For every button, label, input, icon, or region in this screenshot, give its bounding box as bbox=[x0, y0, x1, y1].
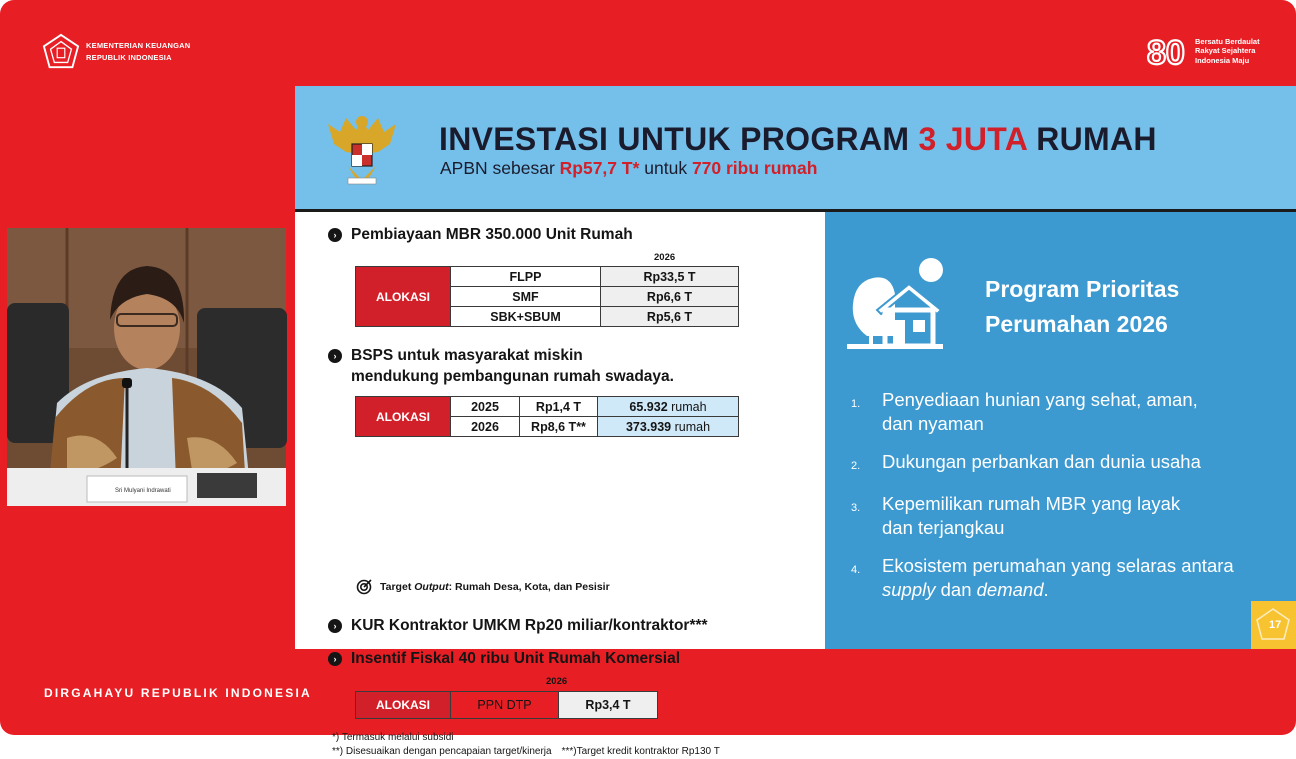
section2-line1: BSPS untuk masyarakat miskin bbox=[351, 347, 583, 364]
alloc-label: ALOKASI bbox=[356, 692, 451, 719]
table-cell: PPN DTP bbox=[451, 692, 559, 719]
section2-title bbox=[351, 345, 674, 387]
table-cell: Rp6,6 T bbox=[601, 287, 739, 307]
section4-table bbox=[355, 691, 658, 719]
arrow-bullet-icon: › bbox=[328, 652, 342, 666]
list-text bbox=[882, 450, 1201, 478]
ministry-branding bbox=[42, 33, 190, 71]
footnote-3: ***)Target kredit kontraktor Rp130 T bbox=[561, 746, 720, 757]
section1-year: 2026 bbox=[654, 252, 676, 263]
speaker-video-feed bbox=[7, 228, 286, 506]
section2-table bbox=[355, 396, 739, 437]
table-row bbox=[356, 397, 739, 417]
anniversary-branding bbox=[1145, 31, 1260, 71]
list-number: 3. bbox=[851, 502, 861, 514]
table-cell: SMF bbox=[451, 287, 601, 307]
footnote-2-3 bbox=[332, 745, 730, 759]
slide-title bbox=[439, 121, 1157, 158]
arrow-bullet-icon: › bbox=[328, 349, 342, 363]
table-cell: Rp33,5 T bbox=[601, 267, 739, 287]
section3-heading bbox=[328, 615, 708, 636]
title-part1: INVESTASI UNTUK PROGRAM bbox=[439, 121, 919, 157]
anniversary-line1: Bersatu Berdaulat bbox=[1195, 36, 1260, 46]
target-output bbox=[356, 579, 610, 595]
section4-heading bbox=[328, 648, 680, 669]
speaker-nameplate: Sri Mulyani Indrawati bbox=[115, 488, 171, 494]
arrow-bullet-icon: › bbox=[328, 228, 342, 242]
section4-title: Insentif Fiskal 40 ribu Unit Rumah Komersial bbox=[351, 650, 681, 667]
list-line: Penyediaan hunian yang sehat, aman, bbox=[882, 389, 1198, 410]
subtitle-units: 770 ribu rumah bbox=[691, 158, 818, 178]
table-cell: FLPP bbox=[451, 267, 601, 287]
target-icon bbox=[356, 579, 372, 595]
speaker-video bbox=[7, 228, 286, 506]
section2-line2: mendukung pembangunan rumah swadaya. bbox=[351, 368, 674, 385]
anniversary-line2: Rakyat Sejahtera bbox=[1195, 46, 1256, 56]
list-text bbox=[882, 554, 1234, 602]
subtitle-part1: APBN sebesar bbox=[440, 158, 560, 178]
units-label: rumah bbox=[671, 399, 707, 414]
list-item bbox=[851, 554, 1291, 602]
list-item bbox=[851, 492, 1291, 540]
alloc-label: ALOKASI bbox=[356, 397, 451, 437]
arrow-bullet-icon: › bbox=[328, 619, 342, 633]
priority-panel bbox=[825, 212, 1296, 649]
list-line: Dukungan perbankan dan dunia usaha bbox=[882, 451, 1201, 472]
list-text bbox=[882, 492, 1180, 540]
table-row bbox=[356, 692, 658, 719]
demand-term: demand bbox=[976, 579, 1044, 600]
ministry-line1: KEMENTERIAN KEUANGAN bbox=[86, 41, 191, 50]
table-cell: 2025 bbox=[451, 397, 520, 417]
anniversary-line3: Indonesia Maju bbox=[1195, 55, 1250, 65]
table-cell: Rp1,4 T bbox=[520, 397, 598, 417]
section2-heading bbox=[328, 345, 674, 387]
list-conjunction: dan bbox=[935, 579, 977, 600]
anniversary-80-logo bbox=[1145, 31, 1191, 71]
page-number-badge bbox=[1251, 601, 1296, 649]
section1-table bbox=[355, 266, 739, 327]
list-item bbox=[851, 450, 1291, 478]
list-line: dan terjangkau bbox=[882, 517, 1005, 538]
section1-title: Pembiayaan MBR 350.000 Unit Rumah bbox=[351, 226, 633, 243]
programs-panel bbox=[295, 212, 825, 757]
section1-heading bbox=[328, 224, 633, 245]
list-number: 1. bbox=[851, 398, 861, 410]
units-label: rumah bbox=[674, 419, 711, 434]
list-period: . bbox=[1043, 579, 1049, 600]
table-cell: SBK+SBUM bbox=[451, 307, 601, 327]
footnotes bbox=[332, 731, 730, 759]
units-value: 65.932 bbox=[629, 399, 668, 414]
anniversary-number: 80 bbox=[1147, 34, 1185, 72]
priority-list bbox=[851, 388, 1291, 616]
table-cell bbox=[598, 417, 739, 437]
table-cell bbox=[598, 397, 739, 417]
slide-subtitle bbox=[440, 158, 817, 179]
table-row bbox=[356, 267, 739, 287]
title-highlight: 3 JUTA bbox=[918, 121, 1028, 157]
priority-title-line2: Perumahan 2026 bbox=[985, 311, 1168, 337]
subtitle-part2: untuk bbox=[639, 158, 692, 178]
ministry-line2: REPUBLIK INDONESIA bbox=[86, 53, 172, 62]
list-number: 2. bbox=[851, 460, 861, 472]
kemenkeu-logo-icon bbox=[42, 33, 80, 71]
house-tree-icon bbox=[847, 254, 947, 352]
list-number: 4. bbox=[851, 564, 861, 576]
list-line: dan nyaman bbox=[882, 413, 984, 434]
table-cell: Rp8,6 T** bbox=[520, 417, 598, 437]
page-number: 17 bbox=[1269, 619, 1282, 631]
slide-header bbox=[295, 86, 1296, 209]
anniversary-motto bbox=[1195, 37, 1260, 66]
section4-year: 2026 bbox=[546, 676, 568, 687]
list-line: Ekosistem perumahan yang selaras antara bbox=[882, 555, 1234, 576]
target-text bbox=[380, 581, 610, 593]
list-line: Kepemilikan rumah MBR yang layak bbox=[882, 493, 1181, 514]
footer-slogan: DIRGAHAYU REPUBLIK INDONESIA bbox=[44, 686, 312, 700]
presentation-slide bbox=[295, 86, 1296, 757]
target-italic: Output bbox=[414, 581, 449, 593]
table-cell: 2026 bbox=[451, 417, 520, 437]
footnote-2: **) Disesuaikan dengan pencapaian target/kinerja bbox=[332, 746, 552, 757]
footnote-1: *) Termasuk melalui subsidi bbox=[332, 732, 454, 743]
subtitle-amount: Rp57,7 T* bbox=[559, 158, 640, 178]
alloc-label: ALOKASI bbox=[356, 267, 451, 327]
section3-title: KUR Kontraktor UMKM Rp20 miliar/kontraktor*** bbox=[351, 617, 708, 634]
ministry-name bbox=[86, 40, 190, 64]
table-cell: Rp3,4 T bbox=[559, 692, 658, 719]
units-value: 373.939 bbox=[625, 419, 672, 434]
table-cell: Rp5,6 T bbox=[601, 307, 739, 327]
target-prefix: Target bbox=[380, 581, 415, 593]
target-suffix: : Rumah Desa, Kota, dan Pesisir bbox=[448, 581, 610, 593]
priority-title-line1: Program Prioritas bbox=[985, 276, 1180, 302]
title-part2: RUMAH bbox=[1027, 121, 1157, 157]
list-text bbox=[882, 388, 1198, 436]
priority-title bbox=[985, 272, 1179, 342]
list-item bbox=[851, 388, 1291, 436]
garuda-emblem-icon bbox=[326, 110, 398, 188]
supply-term: supply bbox=[882, 579, 936, 600]
